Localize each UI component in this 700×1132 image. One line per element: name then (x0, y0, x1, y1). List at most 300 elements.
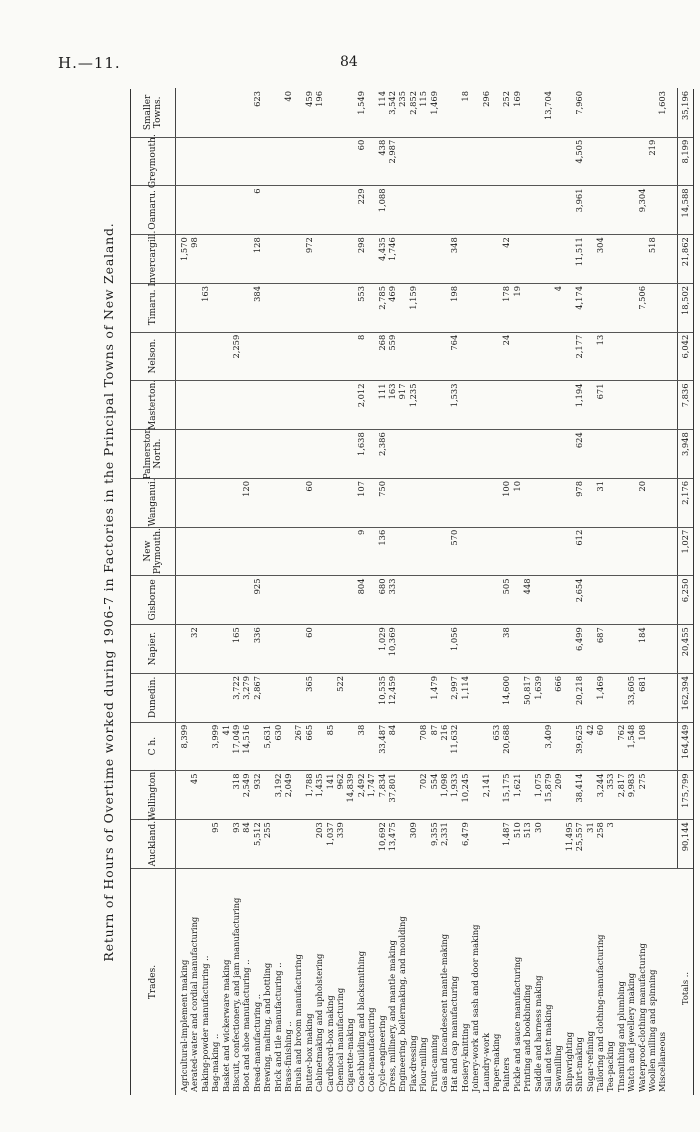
table-cell: 141 (324, 773, 335, 790)
table-cell: 108 (636, 724, 647, 741)
table-cell (543, 381, 553, 430)
table-cell (564, 88, 574, 137)
town-column (131, 88, 693, 138)
table-cell (512, 527, 522, 576)
table-cell (647, 771, 657, 820)
table-cell (335, 429, 345, 478)
trade-label: Brush and broom manufacturing (293, 954, 304, 1092)
table-cell: 19 (511, 286, 522, 297)
table-cell (439, 332, 449, 381)
total-cell: 3,948 (679, 432, 690, 457)
table-cell: 2,492 (355, 773, 366, 798)
table-cell (470, 186, 480, 235)
table-cell: 653 (491, 724, 501, 741)
table-cell (283, 624, 293, 673)
table-cell (221, 137, 231, 186)
table-cell: 559 (387, 334, 397, 351)
table-cell (481, 137, 491, 186)
table-cell (408, 722, 418, 771)
table-cell (189, 478, 199, 527)
table-cell (325, 283, 335, 332)
table-cell: 33,605 (626, 676, 637, 706)
table-cell: 553 (355, 286, 366, 302)
table-cell (657, 283, 667, 332)
table-cell (470, 527, 480, 576)
table-cell (564, 283, 574, 332)
table-cell: 45 (189, 773, 200, 785)
table-cell (470, 381, 480, 430)
trade-label: Butter-box making (303, 1013, 314, 1092)
table-cell (522, 527, 532, 576)
table-cell (647, 332, 657, 381)
table-cell (626, 819, 636, 868)
table-cell: 681 (636, 676, 647, 692)
trade-label: Flour-milling (418, 1037, 429, 1092)
table-cell (553, 137, 563, 186)
table-cell (470, 234, 480, 283)
table-cell (647, 381, 657, 430)
table-cell: 2,177 (574, 334, 585, 359)
table-cell (491, 771, 501, 820)
table-cell (512, 576, 522, 625)
table-cell (397, 819, 407, 868)
column-header: New Plymouth. (131, 527, 176, 576)
table-cell (221, 88, 231, 137)
table-cell: 962 (335, 773, 345, 790)
table-cell (647, 186, 657, 235)
table-cell (543, 234, 553, 283)
table-cell (657, 381, 667, 430)
table-cell (293, 88, 303, 137)
table-cell (657, 527, 667, 576)
town-column (131, 186, 693, 236)
table-cell (397, 478, 407, 527)
table-cell (533, 186, 543, 235)
table-cell (283, 722, 293, 771)
table-cell (345, 186, 355, 235)
table-cell: 13,704 (543, 91, 553, 121)
table-cell (241, 283, 251, 332)
table-cell (522, 429, 532, 478)
table-cell (657, 576, 667, 625)
table-cell (231, 381, 241, 430)
column-header: Nelson. (131, 332, 176, 381)
table-cell (543, 624, 553, 673)
table-cell (429, 234, 439, 283)
table-cell (564, 478, 574, 527)
table-cell (657, 234, 667, 283)
total-cell: 14,588 (679, 188, 690, 218)
table-cell (345, 137, 355, 186)
table-cell: 13,475 (387, 822, 397, 852)
table-cell (637, 819, 647, 868)
table-cell: 1,056 (449, 627, 460, 652)
table-cell (314, 624, 324, 673)
table-cell (345, 624, 355, 673)
table-cell (397, 429, 407, 478)
table-cell (481, 722, 491, 771)
table-cell (241, 137, 251, 186)
table-cell (273, 624, 283, 673)
town-column (131, 624, 693, 674)
table-cell (200, 673, 210, 722)
table-cell: 671 (595, 383, 605, 400)
table-cell (231, 527, 241, 576)
totals-rule (677, 234, 678, 283)
table-cell (304, 283, 314, 332)
table-cell (470, 88, 480, 137)
table-cell (605, 429, 615, 478)
table-cell: 50,817 (522, 676, 533, 706)
table-cell: 229 (355, 188, 366, 205)
table-cell (439, 527, 449, 576)
table-cell (345, 381, 355, 430)
table-cell (293, 576, 303, 625)
table-cell (273, 478, 283, 527)
table-cell (491, 381, 501, 430)
totals-rule (677, 771, 678, 820)
table-cell (533, 527, 543, 576)
total-cell: 2,176 (679, 481, 690, 505)
table-cell (512, 624, 522, 673)
table-cell (356, 673, 366, 722)
table-cell (470, 624, 480, 673)
table-cell (470, 576, 480, 625)
table-cell (408, 186, 418, 235)
table-cell (283, 673, 293, 722)
table-cell (200, 381, 210, 430)
table-cell (418, 234, 428, 283)
table-cell (273, 576, 283, 625)
table-cell (637, 332, 647, 381)
table-cell: 18 (459, 91, 470, 102)
table-cell (252, 478, 262, 527)
table-cell (408, 332, 418, 381)
table-cell (481, 429, 491, 478)
table-cell (408, 234, 418, 283)
table-cell (262, 88, 272, 137)
table-cell (293, 186, 303, 235)
trade-label: Brass-finishing .. (283, 1021, 293, 1092)
table-cell (189, 527, 199, 576)
table-cell (657, 819, 667, 868)
trade-label: Biscuit, confectionery, and jam manufacturing (231, 897, 241, 1092)
totals-rule (677, 819, 678, 868)
table-cell (189, 429, 199, 478)
table-cell (543, 186, 553, 235)
trade-label: Brewing, malting, and bottling (262, 962, 273, 1092)
table-cell: 258 (595, 822, 605, 839)
total-cell: 35,196 (679, 91, 690, 121)
table-cell (533, 137, 543, 186)
table-cell: 10,692 (376, 822, 387, 852)
table-cell (335, 381, 345, 430)
table-cell (241, 234, 251, 283)
table-cell (585, 771, 595, 820)
table-cell (366, 234, 376, 283)
table-cell: 438 (376, 139, 387, 156)
table-cell (543, 137, 553, 186)
table-cell (616, 88, 626, 137)
table-cell (262, 234, 272, 283)
table-cell (522, 478, 532, 527)
table-cell (657, 673, 667, 722)
table-cell: 6,479 (459, 822, 470, 847)
table-cell (345, 283, 355, 332)
table-cell (408, 527, 418, 576)
table-cell (314, 186, 324, 235)
table-cell (429, 576, 439, 625)
table-cell (189, 88, 199, 137)
table-cell: 1,533 (449, 383, 460, 408)
table-cell: 1,194 (574, 383, 585, 408)
table-cell (189, 722, 199, 771)
table-cell: 31 (584, 822, 595, 833)
table-cell (626, 624, 636, 673)
table-cell: 12,459 (387, 676, 397, 706)
table-cell (501, 137, 511, 186)
table-cell: 932 (251, 773, 262, 790)
table-cell (460, 381, 470, 430)
table-cell (657, 771, 667, 820)
table-cell (345, 527, 355, 576)
table-cell (418, 283, 428, 332)
trade-label: Cycle-engineering (376, 1015, 387, 1092)
table-cell (585, 527, 595, 576)
page-header-ref: H.—11. (58, 54, 121, 72)
table-cell (241, 527, 251, 576)
table-cell: 38,414 (574, 773, 585, 803)
table-cell (221, 576, 231, 625)
table-cell: 2,141 (480, 773, 491, 798)
table-cell (470, 137, 480, 186)
table-cell (179, 137, 189, 186)
table-cell (293, 478, 303, 527)
table-cell (543, 527, 553, 576)
table-cell: 2,549 (241, 773, 252, 798)
table-cell (501, 186, 511, 235)
table-cell (179, 186, 189, 235)
table-cell (418, 527, 428, 576)
table-cell: 39,625 (574, 724, 585, 754)
table-cell (304, 332, 314, 381)
table-cell (616, 624, 626, 673)
table-cell (325, 186, 335, 235)
table-cell (273, 332, 283, 381)
trade-label: Pickle and sauce manufacturing (511, 956, 522, 1092)
table-cell: 111 (376, 383, 387, 400)
table-cell (533, 381, 543, 430)
table-cell (200, 819, 210, 868)
table-cell (366, 186, 376, 235)
table-cell (189, 283, 199, 332)
table-cell (439, 186, 449, 235)
table-cell (522, 283, 532, 332)
totals-rule (677, 722, 678, 771)
table-cell: 219 (647, 139, 657, 156)
trades-column (131, 869, 693, 1095)
table-cell (595, 429, 605, 478)
table-cell (179, 478, 189, 527)
table-cell (522, 722, 532, 771)
table-cell (283, 429, 293, 478)
table-cell (273, 673, 283, 722)
table-cell (221, 186, 231, 235)
table-cell (512, 137, 522, 186)
table-cell (491, 576, 501, 625)
table-cell (304, 576, 314, 625)
table-cell (647, 576, 657, 625)
table-cell (304, 527, 314, 576)
table-cell (637, 527, 647, 576)
table-cell: 3,279 (241, 676, 252, 700)
table-cell (262, 478, 272, 527)
column-header: Greymouth. (131, 137, 176, 186)
trade-label: Chemical manufacturing (335, 987, 345, 1092)
table-cell (283, 819, 293, 868)
table-cell (553, 234, 563, 283)
table-cell (366, 478, 376, 527)
table-cell: 85 (324, 724, 335, 736)
town-column (131, 134, 693, 189)
table-cell (179, 771, 189, 820)
table-cell (283, 283, 293, 332)
table-cell (543, 673, 553, 722)
table-cell (231, 429, 241, 478)
table-cell: 42 (501, 237, 512, 248)
table-cell (189, 819, 199, 868)
town-column (131, 771, 693, 821)
table-cell (657, 722, 667, 771)
table-cell (647, 88, 657, 137)
table-cell (605, 527, 615, 576)
table-cell: 1,549 (355, 91, 366, 115)
table-cell (533, 576, 543, 625)
table-cell (210, 576, 220, 625)
table-cell: 6 (251, 188, 262, 194)
table-cell: 178 (501, 286, 512, 302)
table-cell (366, 283, 376, 332)
table-cell: 30 (532, 822, 543, 833)
table-cell: 20,688 (501, 724, 512, 754)
table-cell: 318 (231, 773, 241, 790)
table-cell (273, 527, 283, 576)
table-cell: 612 (574, 529, 585, 546)
table-cell (210, 527, 220, 576)
table-cell (522, 771, 532, 820)
table-cell: 33,487 (376, 724, 387, 754)
total-cell: 90,144 (679, 822, 690, 852)
column-header: Oamaru. (131, 186, 176, 235)
table-cell: 666 (553, 676, 564, 692)
table-cell: 25,557 (574, 822, 585, 852)
column-header: Masterton. (131, 381, 176, 430)
table-cell: 84 (241, 822, 252, 833)
table-cell: 9 (355, 529, 366, 536)
table-cell (418, 332, 428, 381)
table-cell: 198 (449, 286, 460, 302)
table-cell (439, 381, 449, 430)
table-cell (314, 576, 324, 625)
table-cell (470, 478, 480, 527)
table-cell (397, 624, 407, 673)
table-cell (200, 429, 210, 478)
table-cell: 687 (595, 627, 605, 644)
table-cell (210, 186, 220, 235)
table-cell (335, 624, 345, 673)
table-cell (221, 234, 231, 283)
table-cell (418, 576, 428, 625)
table-cell (189, 137, 199, 186)
trade-label: Sawmilling (553, 1045, 564, 1092)
table-cell (564, 673, 574, 722)
table-cell (585, 624, 595, 673)
table-cell (325, 381, 335, 430)
totals-rule (677, 673, 678, 722)
total-cell: 7,836 (679, 383, 690, 408)
table-cell (616, 234, 626, 283)
table-cell (553, 722, 563, 771)
table-cell (585, 137, 595, 186)
table-cell (647, 673, 657, 722)
column-header: Palmerston North. (131, 429, 176, 478)
table-cell (657, 186, 667, 235)
table-cell (345, 332, 355, 381)
table-cell (543, 332, 553, 381)
table-cell (616, 381, 626, 430)
totals-label: Totals .. (679, 972, 690, 1005)
table-cell (418, 478, 428, 527)
totals-rule (677, 88, 678, 137)
totals-rule (677, 576, 678, 625)
table-cell (345, 673, 355, 722)
table-cell: 32 (189, 627, 200, 638)
table-cell (210, 234, 220, 283)
table-cell: 448 (522, 578, 533, 595)
table-cell (418, 429, 428, 478)
table-cell (626, 88, 636, 137)
table-cell (387, 527, 397, 576)
table-cell: 353 (605, 773, 616, 790)
table-cell: 9,304 (636, 188, 647, 213)
town-column (131, 230, 693, 287)
table-cell: 1,159 (407, 286, 418, 310)
table-cell (179, 283, 189, 332)
table-cell (221, 283, 231, 332)
town-column (131, 576, 693, 626)
table-cell (533, 88, 543, 137)
town-column (131, 381, 693, 431)
table-cell: 14,600 (501, 676, 512, 706)
table-cell (553, 429, 563, 478)
table-cell (491, 283, 501, 332)
table-cell: 2,654 (574, 578, 585, 603)
table-cell (501, 381, 511, 430)
trade-label: Gas and incandescent mantle-making (439, 933, 449, 1092)
table-cell (325, 332, 335, 381)
table-cell (605, 478, 615, 527)
table-cell: 20 (636, 481, 647, 492)
trade-label: Shirt-making (574, 1037, 585, 1092)
table-cell: 336 (251, 627, 262, 644)
table-cell (543, 819, 553, 868)
table-cell (241, 88, 251, 137)
table-cell: 1,435 (314, 773, 325, 798)
table-cell (460, 332, 470, 381)
table-cell (439, 88, 449, 137)
table-cell: 1,933 (449, 773, 460, 798)
table-cell (460, 478, 470, 527)
